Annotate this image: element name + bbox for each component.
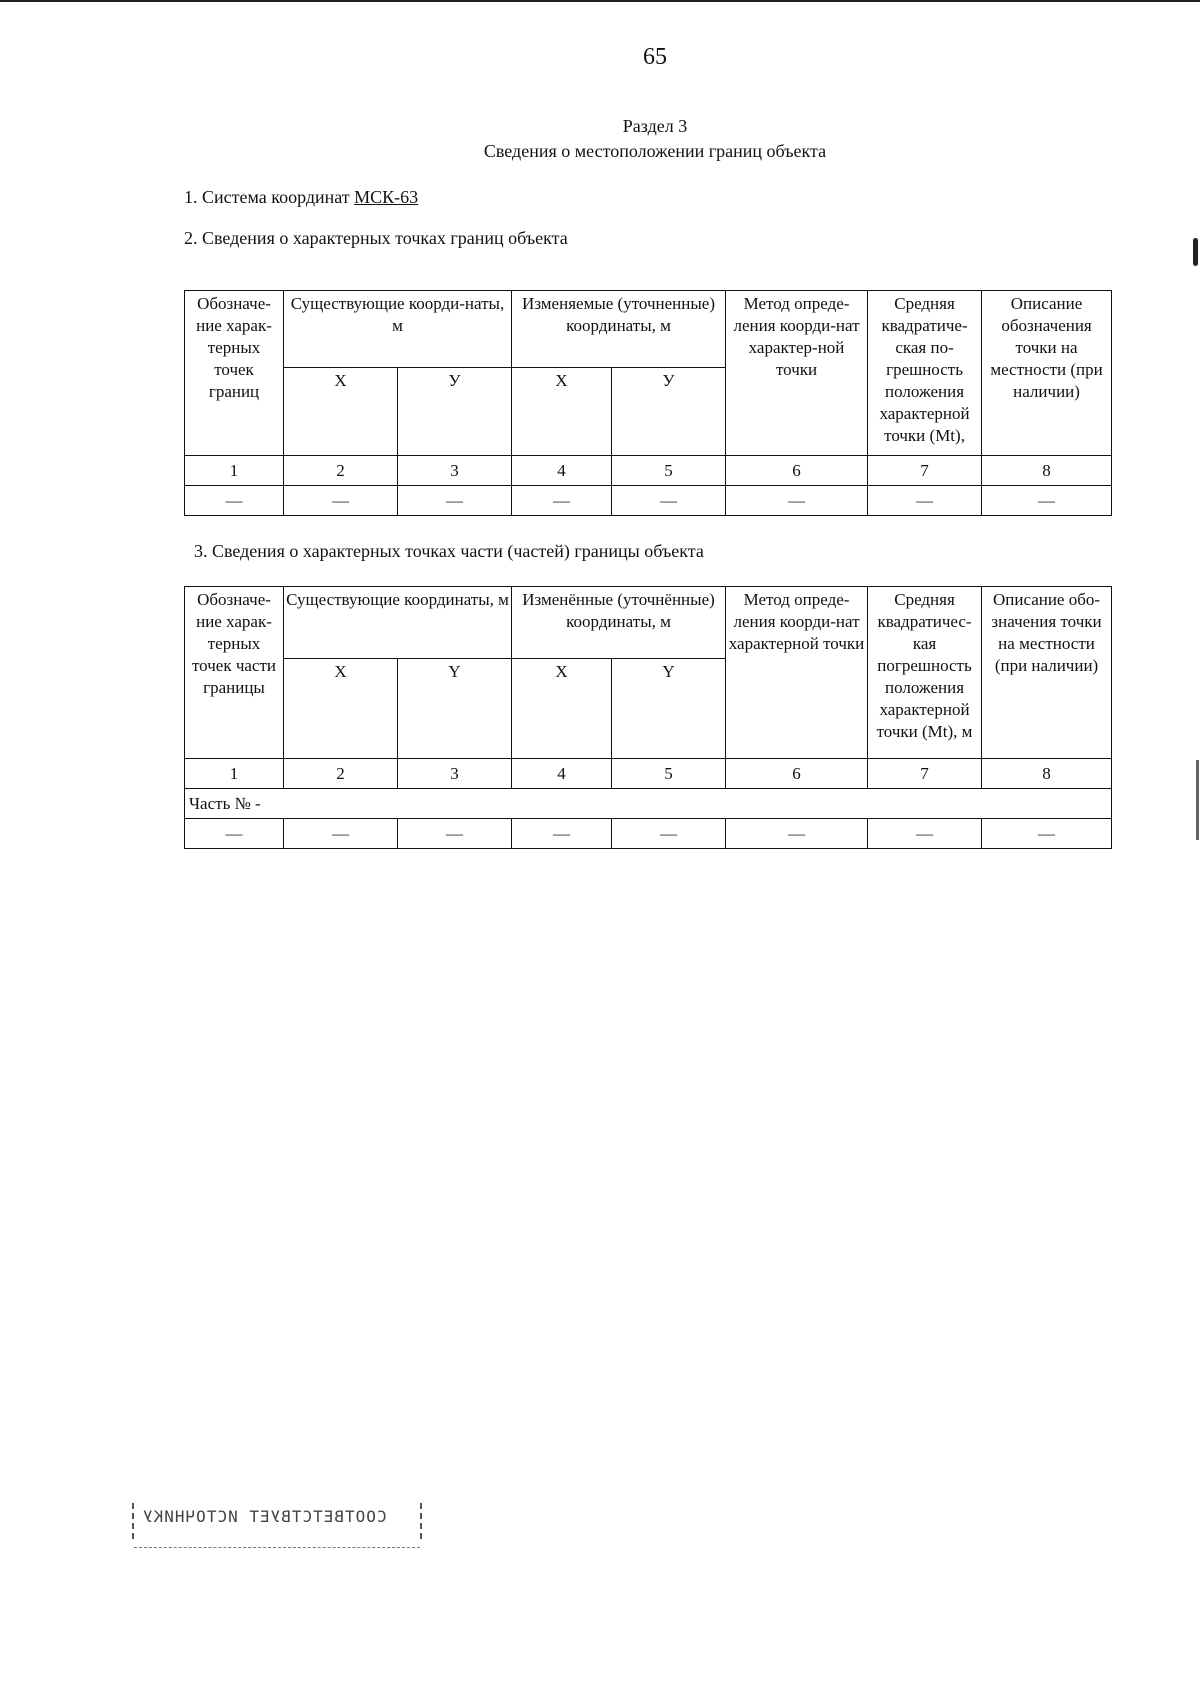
part-boundary-points-table: [184, 586, 1112, 849]
empty-cell: —: [185, 486, 284, 516]
empty-cell: —: [868, 819, 982, 849]
header-y: У: [398, 368, 512, 456]
empty-cell: —: [982, 486, 1112, 516]
coordinate-system-label: 1. Система координат: [184, 187, 355, 207]
column-number: 4: [512, 759, 612, 789]
column-number: 8: [982, 456, 1112, 486]
empty-cell: —: [726, 486, 868, 516]
header-x: X: [284, 368, 398, 456]
header-designation: Обозначе-ние харак-терных точек части границы: [185, 587, 284, 759]
section-title: Раздел 3: [622, 116, 688, 136]
column-number: 2: [284, 759, 398, 789]
column-number: 4: [512, 456, 612, 486]
table-row: [185, 486, 1112, 516]
certification-stamp: [132, 1503, 422, 1539]
column-number: 5: [612, 456, 726, 486]
column-number: 6: [726, 759, 868, 789]
column-number: 8: [982, 759, 1112, 789]
header-method: Метод опреде-ления коорди-нат характерной точки: [726, 587, 868, 759]
header-y: У: [612, 368, 726, 456]
header-y: Y: [398, 659, 512, 759]
header-existing-coords: Существующие коорди-наты, м: [284, 291, 512, 368]
empty-cell: —: [982, 819, 1112, 849]
scan-margin-mark: [1196, 760, 1199, 840]
column-number: 1: [185, 759, 284, 789]
header-y: Y: [612, 659, 726, 759]
stamp-text: СООТВЕТСТВУЕТ ИСТОЧНИКУ: [142, 1507, 387, 1526]
header-description: Описание обозначения точки на местности (при наличии): [982, 291, 1112, 456]
empty-cell: —: [612, 819, 726, 849]
top-border-line: [0, 0, 1200, 2]
empty-cell: —: [398, 486, 512, 516]
empty-cell: —: [284, 819, 398, 849]
header-error: Средняя квадратичес-кая погрешность положения характерной точки (Mt), м: [868, 587, 982, 759]
header-method: Метод опреде-ления коорди-нат характер-ной точки: [726, 291, 868, 456]
points-heading: 2. Сведения о характерных точках границ объекта: [184, 228, 568, 248]
boundary-points-table: [184, 290, 1112, 516]
empty-cell: —: [512, 486, 612, 516]
coordinate-system-line: [184, 187, 418, 208]
column-number: 3: [398, 759, 512, 789]
part-row: [185, 789, 1112, 819]
empty-cell: —: [398, 819, 512, 849]
empty-cell: —: [512, 819, 612, 849]
part-points-heading: 3. Сведения о характерных точках части (частей) границы объекта: [194, 541, 704, 561]
header-x: X: [512, 368, 612, 456]
header-x: X: [512, 659, 612, 759]
column-numbers-row: [185, 456, 1112, 486]
part-label: Часть № -: [185, 789, 1112, 819]
header-description: Описание обо-значения точки на местности (при наличии): [982, 587, 1112, 759]
stamp-underline: [134, 1547, 420, 1548]
empty-cell: —: [868, 486, 982, 516]
header-x: X: [284, 659, 398, 759]
header-existing-coords: Существующие координаты, м: [284, 587, 512, 659]
section-subtitle: Сведения о местоположении границ объекта: [483, 141, 827, 161]
header-changed-coords: Изменяемые (уточненные) координаты, м: [512, 291, 726, 368]
header-changed-coords: Изменённые (уточнённые) координаты, м: [512, 587, 726, 659]
table-row: [185, 819, 1112, 849]
column-number: 6: [726, 456, 868, 486]
header-designation: Обозначе-ние харак-терных точек границ: [185, 291, 284, 456]
empty-cell: —: [185, 819, 284, 849]
column-number: 1: [185, 456, 284, 486]
coordinate-system-value: МСК-63: [354, 187, 419, 207]
column-number: 5: [612, 759, 726, 789]
column-number: 2: [284, 456, 398, 486]
header-error: Средняя квадратиче-ская по-грешность положения характерной точки (Mt),: [868, 291, 982, 456]
column-numbers-row: [185, 759, 1112, 789]
column-number: 7: [868, 759, 982, 789]
column-number: 7: [868, 456, 982, 486]
scan-margin-mark: [1193, 238, 1198, 266]
empty-cell: —: [612, 486, 726, 516]
column-number: 3: [398, 456, 512, 486]
empty-cell: —: [726, 819, 868, 849]
empty-cell: —: [284, 486, 398, 516]
page-number: 65: [643, 44, 667, 70]
